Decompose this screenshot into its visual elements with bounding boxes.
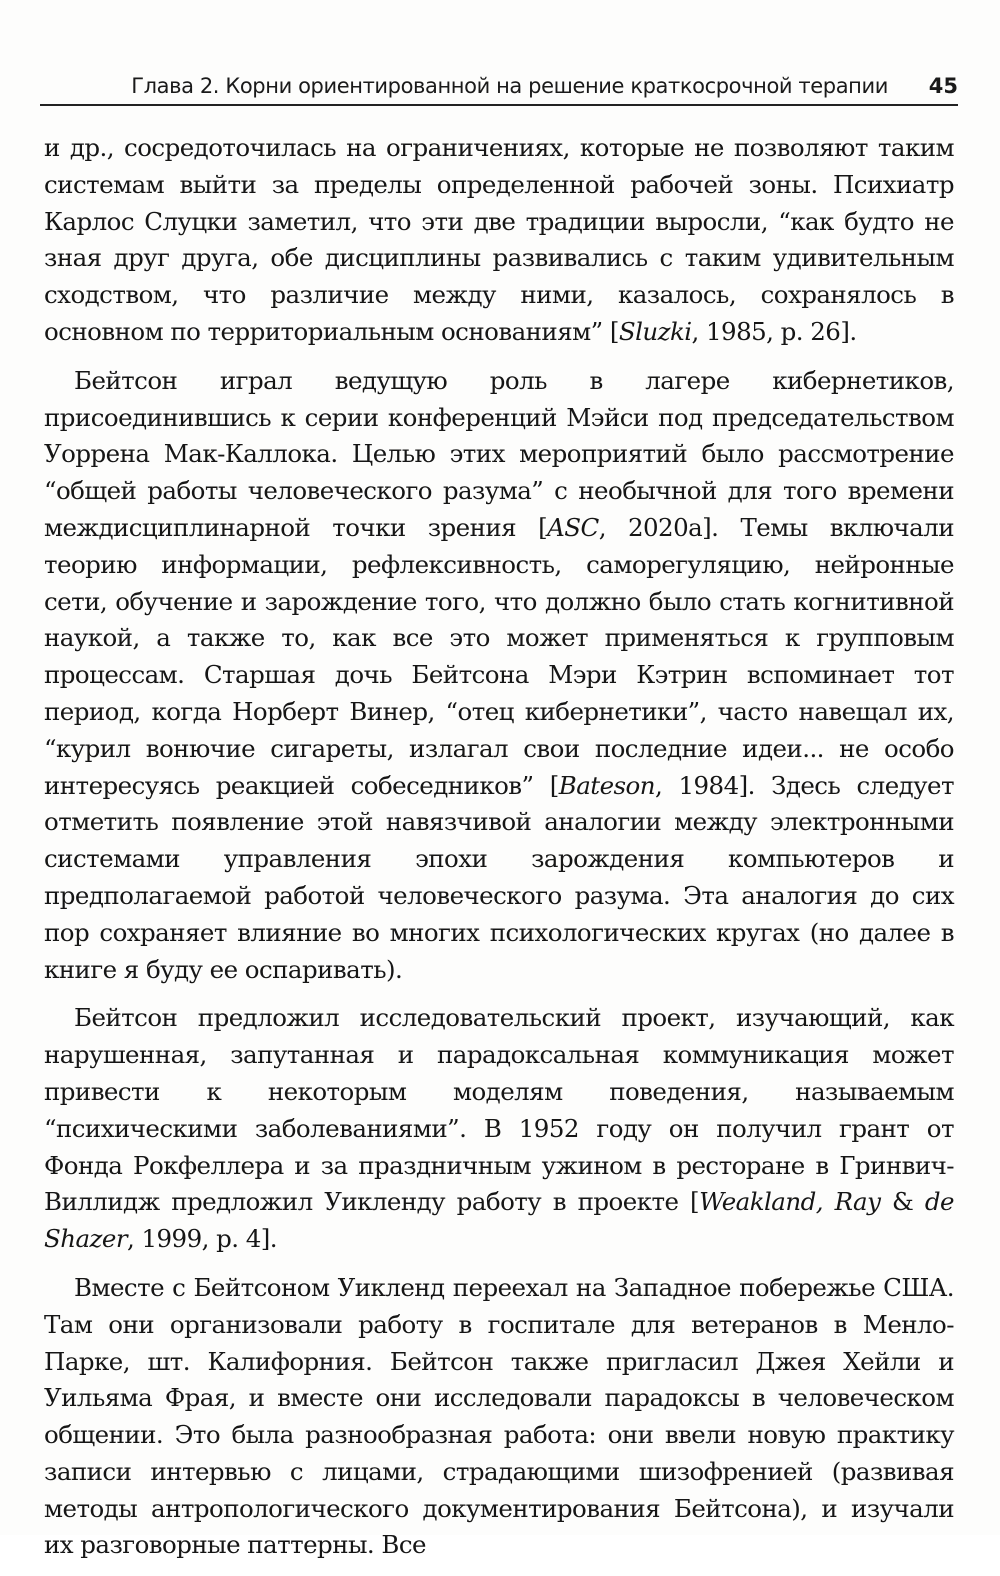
chapter-title: Глава 2. Корни ориентированной на решение краткосрочной терапии xyxy=(131,74,888,98)
citation-author: ASC xyxy=(547,512,599,542)
text-run: Вместе с Бейтсоном Уикленд переехал на Западное побережье США. Там они организовали работу в госпитале для ветеранов в Менло-Парке, шт. Калифорния. Бейтсон также пригласил Джея Хейли и Уильяма Фрая, и вместе они исследовали парадоксы в человеческом общении. Это была разнообразная работа: они ввели новую практику записи интервью с лицами, страдающими шизофренией (развивая методы антропологического документирования Бейтсона), и изучали их разговорные паттерны. Все xyxy=(44,1272,954,1560)
running-header xyxy=(40,70,958,106)
text-run: Бейтсон играл ведущую роль в лагере кибернетиков, присоединившись к серии конференций Мэйси под председательством Уоррена Мак-Каллока. Целью этих мероприятий было рассмотрение “общей работы человеческого разума” с необычной для того времени междисциплинарной точки зрения [ xyxy=(44,365,954,542)
paragraph-4 xyxy=(44,1270,954,1564)
citation-author: Weakland, Ray xyxy=(699,1187,881,1217)
text-run: , 2020a]. Темы включали теорию информации, рефлексивность, саморегуляцию, нейронные сети, обучение и зарождение того, что должно было стать когнитивной наукой, а также то, как все это может применяться к групповым процессам. Старшая дочь Бейтсона Мэри Кэтрин вспоминает тот период, когда Норберт Винер, “отец кибернетики”, часто навещал их, “курил вонючие сигареты, излагал свои последние идеи... не особо интересуясь реакцией собеседников” [ xyxy=(44,512,954,800)
text-run: , 1984]. Здесь следует отметить появление этой навязчивой аналогии между электронными системами управления эпохи зарождения компьютеров и предполагаемой работой человеческого разума. Эта аналогия до сих пор сохраняет влияние во многих психологических кругах (но далее в книге я буду ее оспаривать). xyxy=(44,770,954,984)
paragraph-3 xyxy=(44,1000,954,1258)
paragraph-2 xyxy=(44,363,954,989)
citation-author: Bateson xyxy=(558,770,655,800)
page-number: 45 xyxy=(928,74,958,98)
text-run: & xyxy=(880,1187,925,1217)
text-run: Бейтсон предложил исследовательский проект, изучающий, как нарушенная, запутанная и парадоксальная коммуникация может привести к некоторым моделям поведения, называемым “психическими заболеваниями”. В 1952 году он получил грант от Фонда Рокфеллера и за праздничным ужином в ресторане в Гринвич-Виллидж предложил Уикленду работу в проекте [ xyxy=(44,1003,954,1217)
text-run: , 1999, p. 4]. xyxy=(127,1224,277,1254)
paragraph-1 xyxy=(44,130,954,351)
citation-author: de Shazer xyxy=(44,1187,954,1254)
body-text xyxy=(44,130,954,1576)
text-run: , 1985, p. 26]. xyxy=(691,316,857,346)
citation-author: Sluzki xyxy=(618,316,692,346)
text-run: и др., сосредоточилась на ограничениях, которые не позволяют таким системам выйти за пределы определенной рабочей зоны. Психиатр Карлос Слуцки заметил, что эти две традиции выросли, “как будто не зная друг друга, обе дисциплины развивались с таким удивительным сходством, что различие между ними, казалось, сохранялось в основном по территориальным основаниям” [ xyxy=(44,133,954,346)
